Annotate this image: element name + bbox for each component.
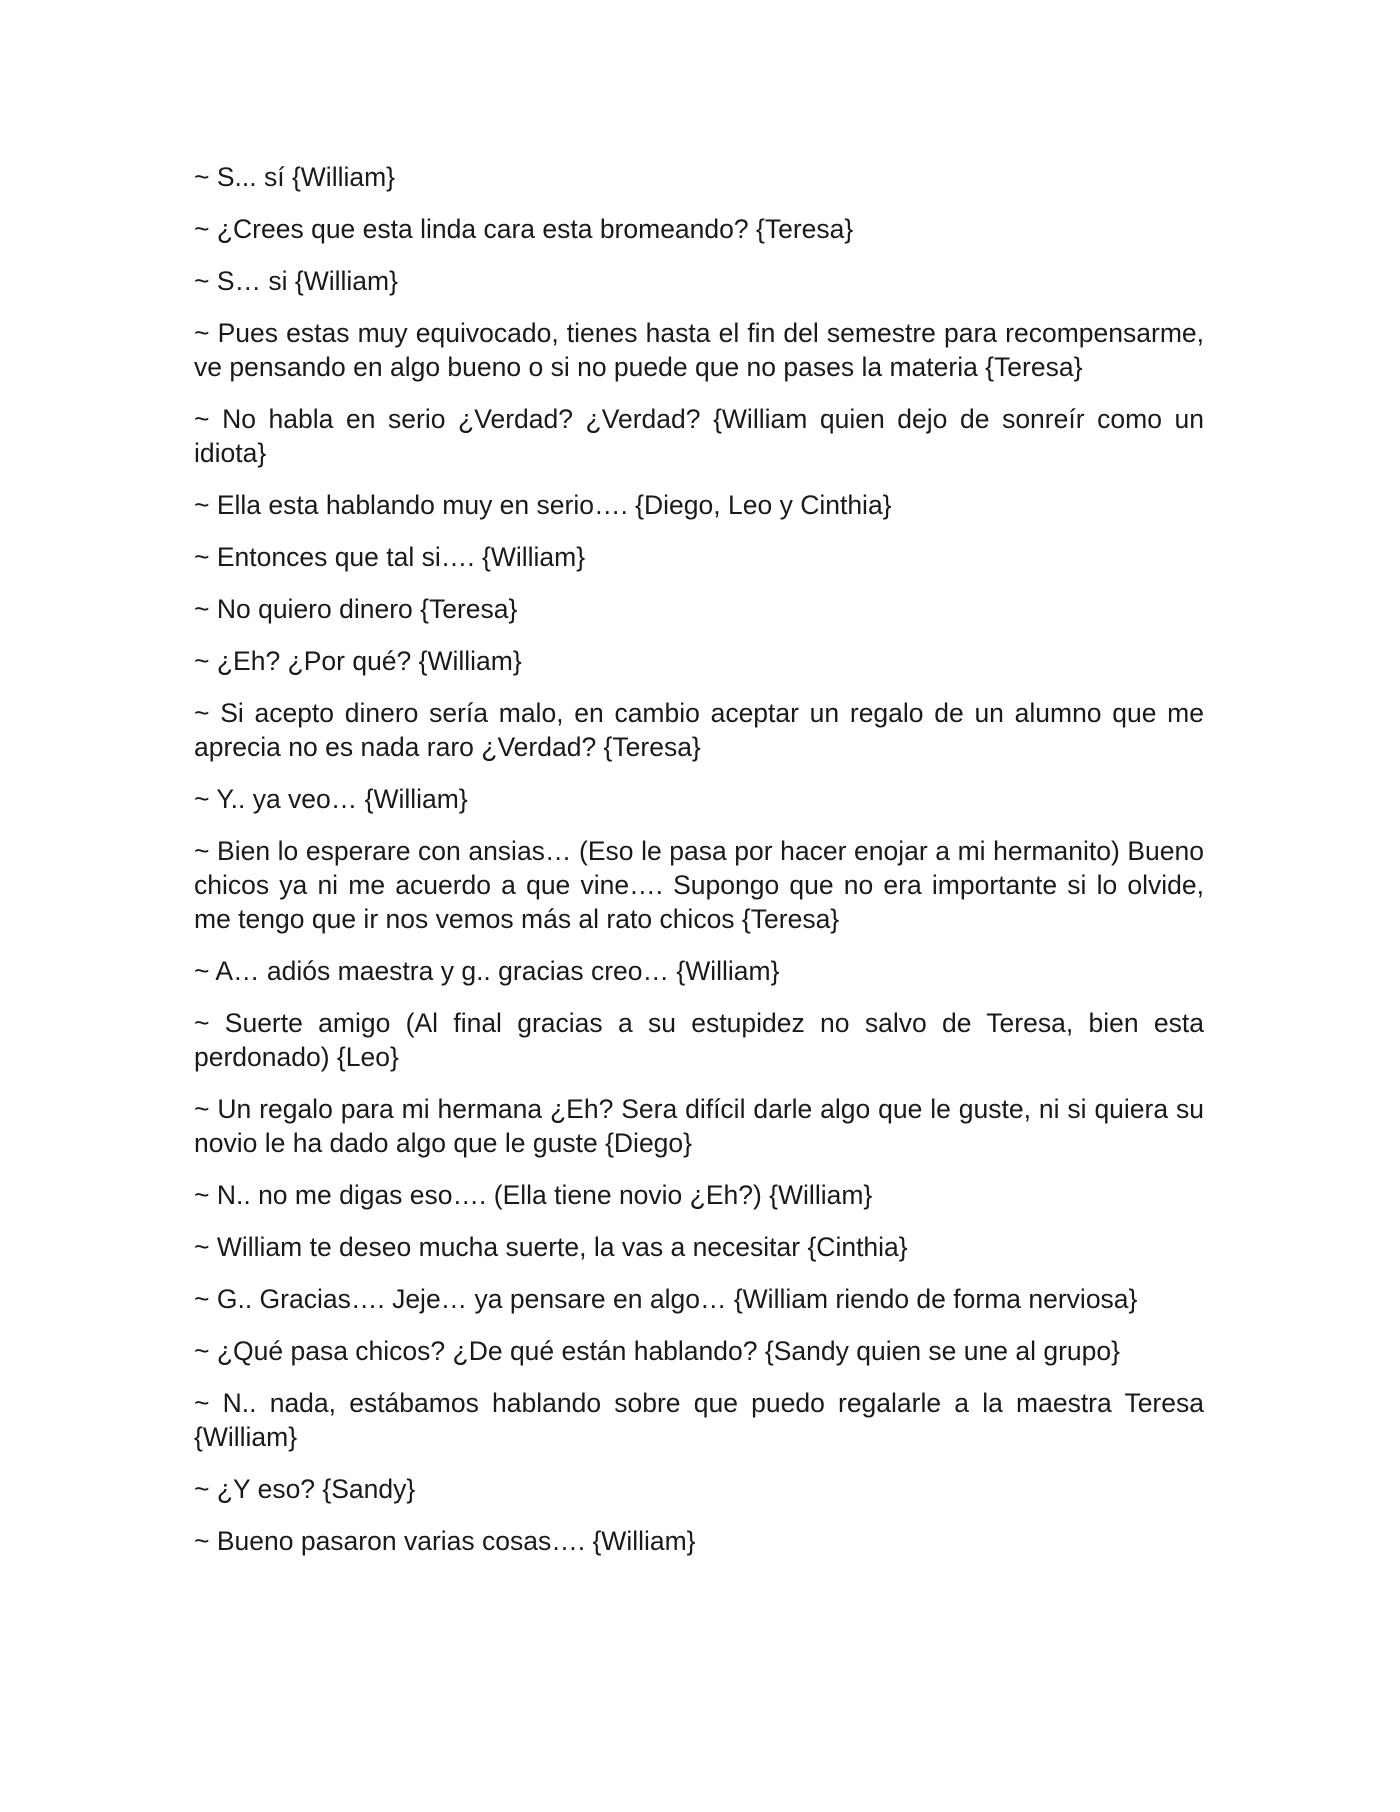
- dialogue-line: ~ Y.. ya veo… {William}: [194, 784, 468, 814]
- dialogue-line: ~ G.. Gracias…. Jeje… ya pensare en algo… {William riendo de forma nerviosa}: [194, 1284, 1138, 1314]
- dialogue-line: ~ William te deseo mucha suerte, la vas a necesitar {Cinthia}: [194, 1232, 908, 1262]
- dialogue-line: ~ Ella esta hablando muy en serio…. {Diego, Leo y Cinthia}: [194, 490, 892, 520]
- document-page: [194, 160, 1204, 1558]
- dialogue-line: ~ Si acepto dinero sería malo, en cambio aceptar un regalo de un alumno que me aprecia no es nada raro ¿Verdad? {Teresa}: [194, 698, 1204, 762]
- dialogue-line: ~ Entonces que tal si…. {William}: [194, 542, 586, 572]
- dialogue-line: ~ ¿Crees que esta linda cara esta bromeando? {Teresa}: [194, 214, 854, 244]
- dialogue-line: ~ Suerte amigo (Al final gracias a su estupidez no salvo de Teresa, bien esta perdonado) {Leo}: [194, 1008, 1204, 1072]
- dialogue-line: ~ No quiero dinero {Teresa}: [194, 594, 518, 624]
- dialogue-line: ~ ¿Eh? ¿Por qué? {William}: [194, 646, 522, 676]
- dialogue-line: ~ S... sí {William}: [194, 162, 396, 192]
- dialogue-line: ~ ¿Qué pasa chicos? ¿De qué están hablando? {Sandy quien se une al grupo}: [194, 1336, 1120, 1366]
- dialogue-line: ~ Un regalo para mi hermana ¿Eh? Sera difícil darle algo que le guste, ni si quiera su novio le ha dado algo que le guste {Diego}: [194, 1094, 1204, 1158]
- dialogue-line: ~ Bien lo esperare con ansias… (Eso le pasa por hacer enojar a mi hermanito) Bueno chicos ya ni me acuerdo a que vine…. Supongo que no era importante si lo olvide, me tengo que ir nos vemos más al rato chicos {Teresa}: [194, 836, 1204, 934]
- dialogue-line: ~ ¿Y eso? {Sandy}: [194, 1474, 416, 1504]
- dialogue-line: ~ Pues estas muy equivocado, tienes hasta el fin del semestre para recompensarme, ve pensando en algo bueno o si no puede que no pases la materia {Teresa}: [194, 318, 1204, 382]
- dialogue-line: ~ No habla en serio ¿Verdad? ¿Verdad? {William quien dejo de sonreír como un idiota}: [194, 404, 1204, 468]
- dialogue-line: ~ A… adiós maestra y g.. gracias creo… {William}: [194, 956, 780, 986]
- dialogue-line: ~ S… si {William}: [194, 266, 398, 296]
- dialogue-line: ~ N.. no me digas eso…. (Ella tiene novio ¿Eh?) {William}: [194, 1180, 873, 1210]
- dialogue-line: ~ Bueno pasaron varias cosas…. {William}: [194, 1526, 696, 1556]
- dialogue-line: ~ N.. nada, estábamos hablando sobre que puedo regalarle a la maestra Teresa {William}: [194, 1388, 1204, 1452]
